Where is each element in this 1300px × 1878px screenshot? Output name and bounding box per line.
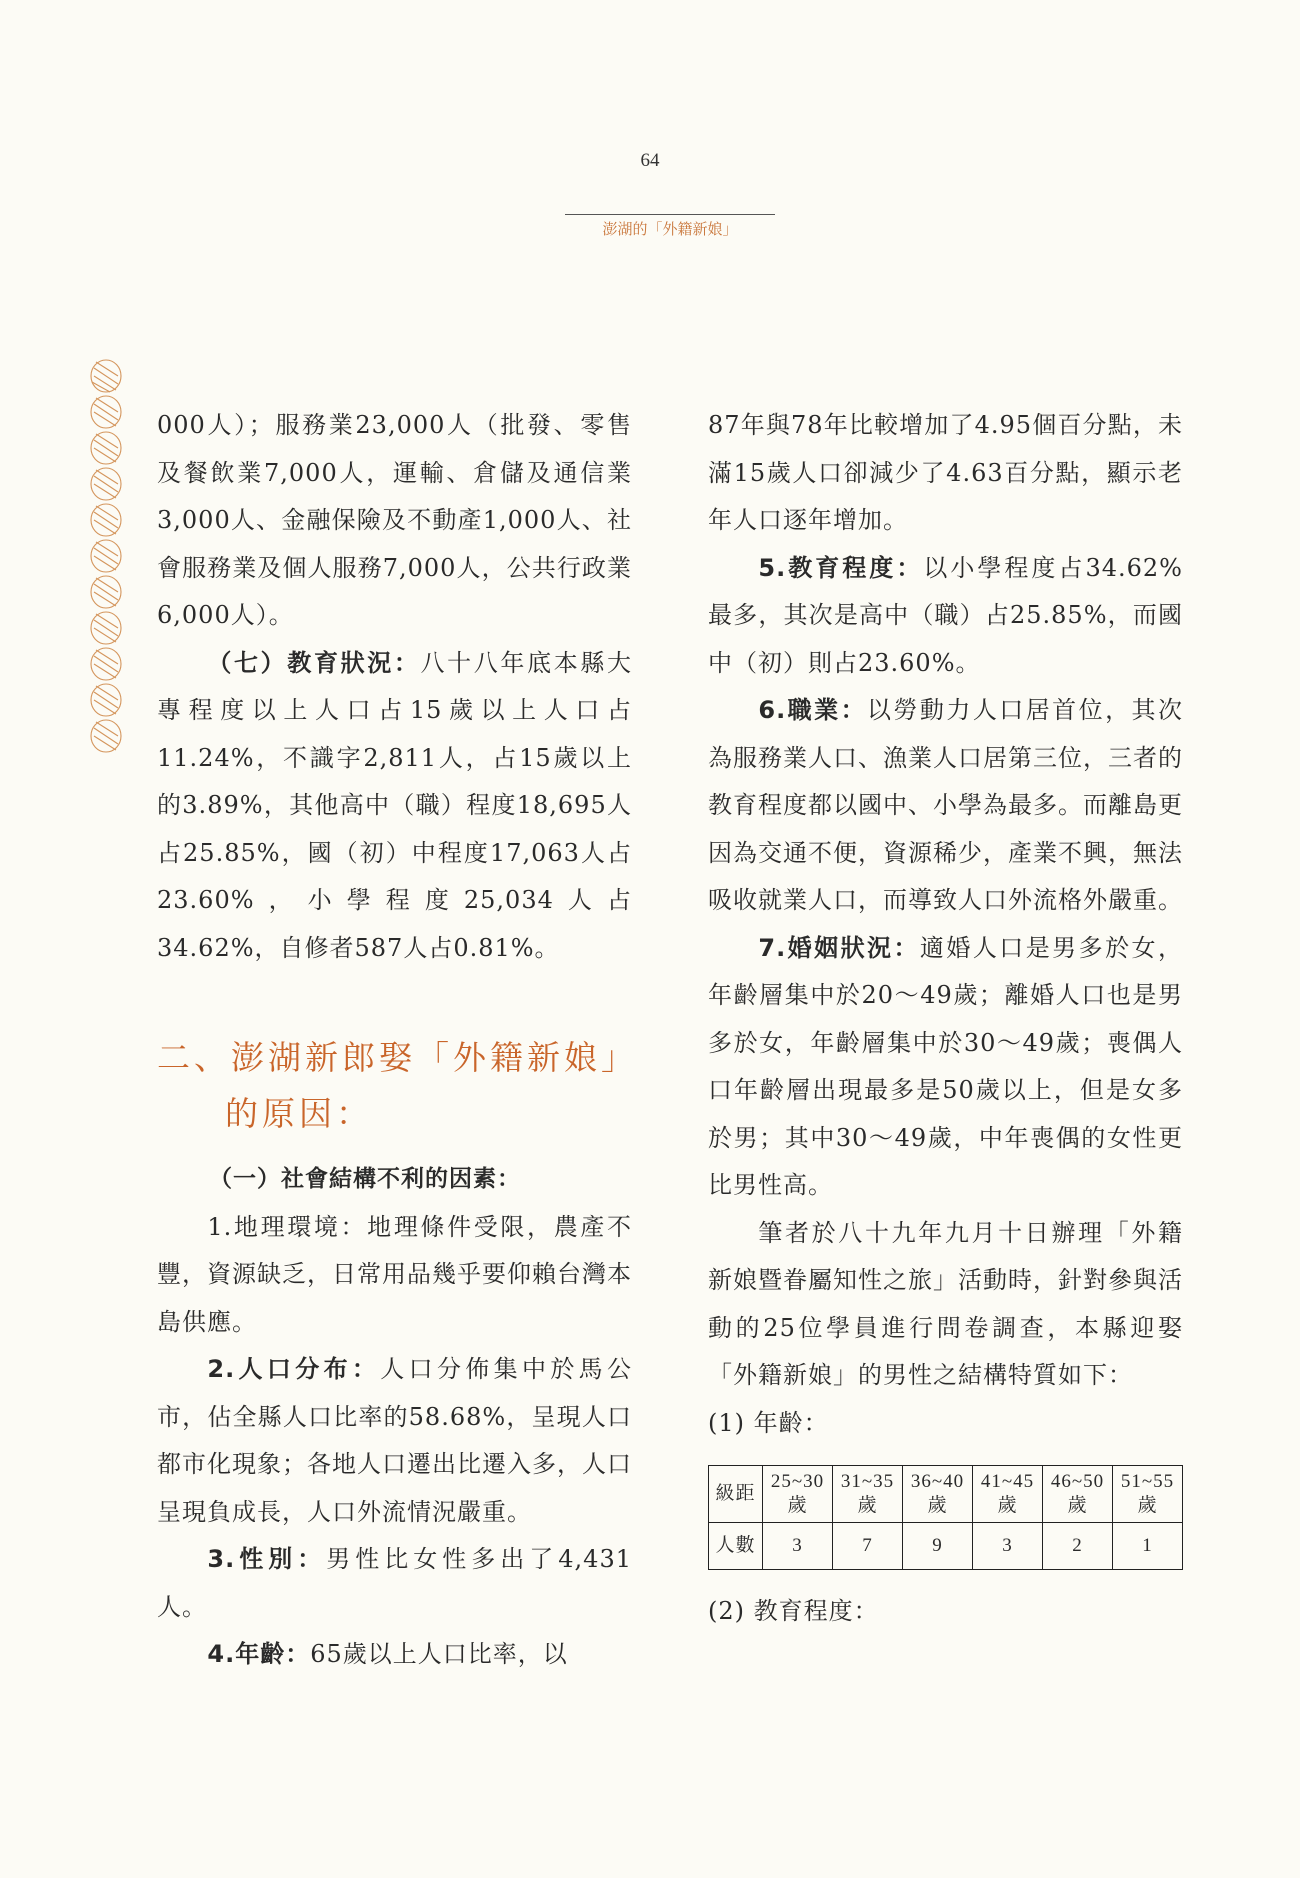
- age-range-cell: [1042, 1466, 1112, 1523]
- paragraph-employment: 000人）；服務業23,000人（批發、零售及餐飲業7,000人，運輸、倉儲及通信業3,000人、金融保險及不動產1,000人、社會服務業及個人服務7,000人，公共行政業6,000人）。: [157, 411, 632, 629]
- age-table: [708, 1465, 1183, 1570]
- item-education-level: [708, 545, 1183, 688]
- age-count-4: 3: [973, 1523, 1043, 1570]
- section-heading-line2: 的原因：: [225, 1094, 373, 1133]
- paragraph-survey: 筆者於八十九年九月十日辦理「外籍新娘暨眷屬知性之旅」活動時，針對參與活動的25位學員進行問卷調查，本縣迎娶「外籍新娘」的男性之結構特質如下：: [708, 1218, 1183, 1389]
- text-population-distribution: 人口分佈集中於馬公市，佔全縣人口比率的58.68%，呈現人口都市化現象；各地人口遷出比遷入多，人口呈現負成長，人口外流情況嚴重。: [157, 1355, 632, 1526]
- header-rule: [565, 214, 775, 215]
- age-count-6: 1: [1112, 1523, 1182, 1570]
- age-count-2: 7: [833, 1523, 903, 1570]
- age-range-cell: [973, 1466, 1043, 1523]
- age-table-header-count: 人數: [709, 1523, 763, 1570]
- heading-education-status: （七）教育狀況：: [207, 648, 421, 677]
- age-table-header-range: 級距: [709, 1466, 763, 1523]
- age-table-ranges-row: [709, 1466, 1183, 1523]
- age-range-3: 36~40 歲: [910, 1471, 965, 1516]
- item-marital-status: [708, 925, 1183, 1210]
- age-range-5: 46~50 歲: [1050, 1471, 1105, 1516]
- age-range-cell: [903, 1466, 973, 1523]
- left-column: [157, 402, 638, 1679]
- age-range-cell: [833, 1466, 903, 1523]
- list-label-age: (1) 年齡：: [708, 1408, 829, 1437]
- text-age: 65歲以上人口比率，以: [310, 1640, 568, 1668]
- text-education-level: 以小學程度占34.62%最多，其次是高中（職）占25.85%，而國中（初）則占23.60%。: [708, 553, 1183, 677]
- text-education-status: 八十八年底本縣大專程度以上人口占15歲以上人口占11.24%，不識字2,811人，占15歲以上的3.89%，其他高中（職）程度18,695人占25.85%，國（初）中程度17,063人占23.60%，小學程度25,034人占34.62%，自修者587人占0.81%。: [157, 648, 632, 962]
- text-marital-status: 適婚人口是男多於女，年齡層集中於20～49歲；離婚人口也是男多於女，年齡層集中於30～49歲；喪偶人口年齡層出現最多是50歲以上，但是女多於男；其中30～49歲，中年喪偶的女性更比男性高。: [708, 933, 1183, 1199]
- running-head: 澎湖的「外籍新娘」: [602, 220, 738, 238]
- label-education-level: 5.教育程度：: [758, 553, 924, 582]
- paragraph-education-status: [157, 640, 632, 973]
- label-occupation: 6.職業：: [758, 696, 868, 724]
- text-occupation: 以勞動力人口居首位，其次為服務業人口、漁業人口居第三位，三者的教育程度都以國中、小學為最多。而離島更因為交通不便，資源稀少，產業不興，無法吸收就業人口，而導致人口外流格外嚴重。: [708, 696, 1183, 914]
- item-population-distribution: [157, 1346, 632, 1536]
- section-heading-line1: 二、澎湖新郎娶「外籍新娘」: [157, 1038, 638, 1077]
- age-range-6: 51~55 歲: [1120, 1471, 1175, 1516]
- right-column: [708, 402, 1183, 1636]
- item-gender: [157, 1536, 632, 1631]
- age-count-3: 9: [903, 1523, 973, 1570]
- section-heading: [157, 1030, 638, 1142]
- sub-heading-social-factors: （一）社會結構不利的因素：: [209, 1166, 521, 1192]
- age-range-1: 25~30 歲: [770, 1471, 825, 1516]
- age-count-1: 3: [763, 1523, 833, 1570]
- age-count-5: 2: [1042, 1523, 1112, 1570]
- age-range-2: 31~35 歲: [840, 1471, 895, 1516]
- age-table-counts-row: [709, 1523, 1183, 1570]
- item-occupation: [708, 687, 1183, 925]
- page-number: 64: [640, 150, 660, 171]
- label-population-distribution: 2.人口分布：: [207, 1355, 381, 1383]
- label-gender: 3.性別：: [207, 1545, 327, 1573]
- text-gender: 男性比女性多出了4,431人。: [157, 1545, 632, 1621]
- age-range-cell: [1112, 1466, 1182, 1523]
- item-age: [157, 1631, 632, 1679]
- list-label-education: (2) 教育程度：: [708, 1597, 879, 1625]
- age-range-4: 41~45 歲: [980, 1471, 1035, 1516]
- paragraph-age-continued: 87年與78年比較增加了4.95個百分點，未滿15歲人口卻減少了4.63百分點，顯示老年人口逐年增加。: [708, 411, 1183, 534]
- label-marital-status: 7.婚姻狀況：: [758, 933, 920, 962]
- decorative-ornament-icon: [86, 358, 126, 778]
- label-age: 4.年齡：: [207, 1640, 311, 1668]
- age-range-cell: [763, 1466, 833, 1523]
- item-geography: 1.地理環境：地理條件受限，農產不豐，資源缺乏，日常用品幾乎要仰賴台灣本島供應。: [157, 1212, 632, 1336]
